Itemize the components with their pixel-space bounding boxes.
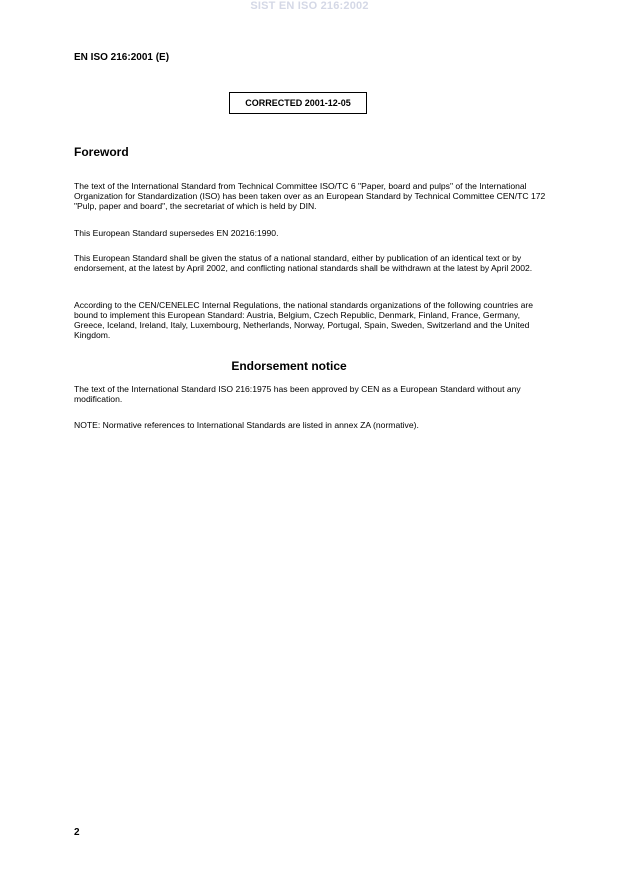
document-identifier: EN ISO 216:2001 (E) (74, 52, 170, 63)
foreword-paragraph: This European Standard shall be given the status of a national standard, either by publication of an identical text or by endorsement, at the latest by April 2002, and conflicting national standards shall be withdrawn at the latest by April 2002. (74, 253, 533, 273)
endorsement-paragraph: The text of the International Standard ISO 216:1975 has been approved by CEN as a European Standard without any modification. (74, 384, 521, 404)
note-paragraph: NOTE: Normative references to International Standards are listed in annex ZA (normative). (74, 420, 419, 430)
endorsement-heading: Endorsement notice (231, 359, 347, 373)
page-number: 2 (74, 827, 80, 838)
foreword-heading: Foreword (74, 145, 129, 159)
foreword-paragraph: The text of the International Standard from Technical Committee ISO/TC 6 "Paper, board and pulps" of the International Organization for Standardization (ISO) has been taken over as an European Standard by Technical Committee CEN/TC 172 "Pulp, paper and board", the secretariat of which is held by DIN. (74, 181, 546, 211)
watermark: SIST EN ISO 216:2002 (250, 0, 369, 12)
corrected-stamp: CORRECTED 2001-12-05 (229, 92, 367, 114)
foreword-paragraph: This European Standard supersedes EN 20216:1990. (74, 228, 279, 238)
foreword-paragraph: According to the CEN/CENELEC Internal Regulations, the national standards organizations of the following countries are bound to implement this European Standard: Austria, Belgium, Czech Republic, Denmark, Finland, France, Germany, Greece, Iceland, Ireland, Italy, Luxembourg, Netherlands, Norway, Portugal, Spain, Sweden, Switzerland and the United Kingdom. (74, 300, 534, 340)
